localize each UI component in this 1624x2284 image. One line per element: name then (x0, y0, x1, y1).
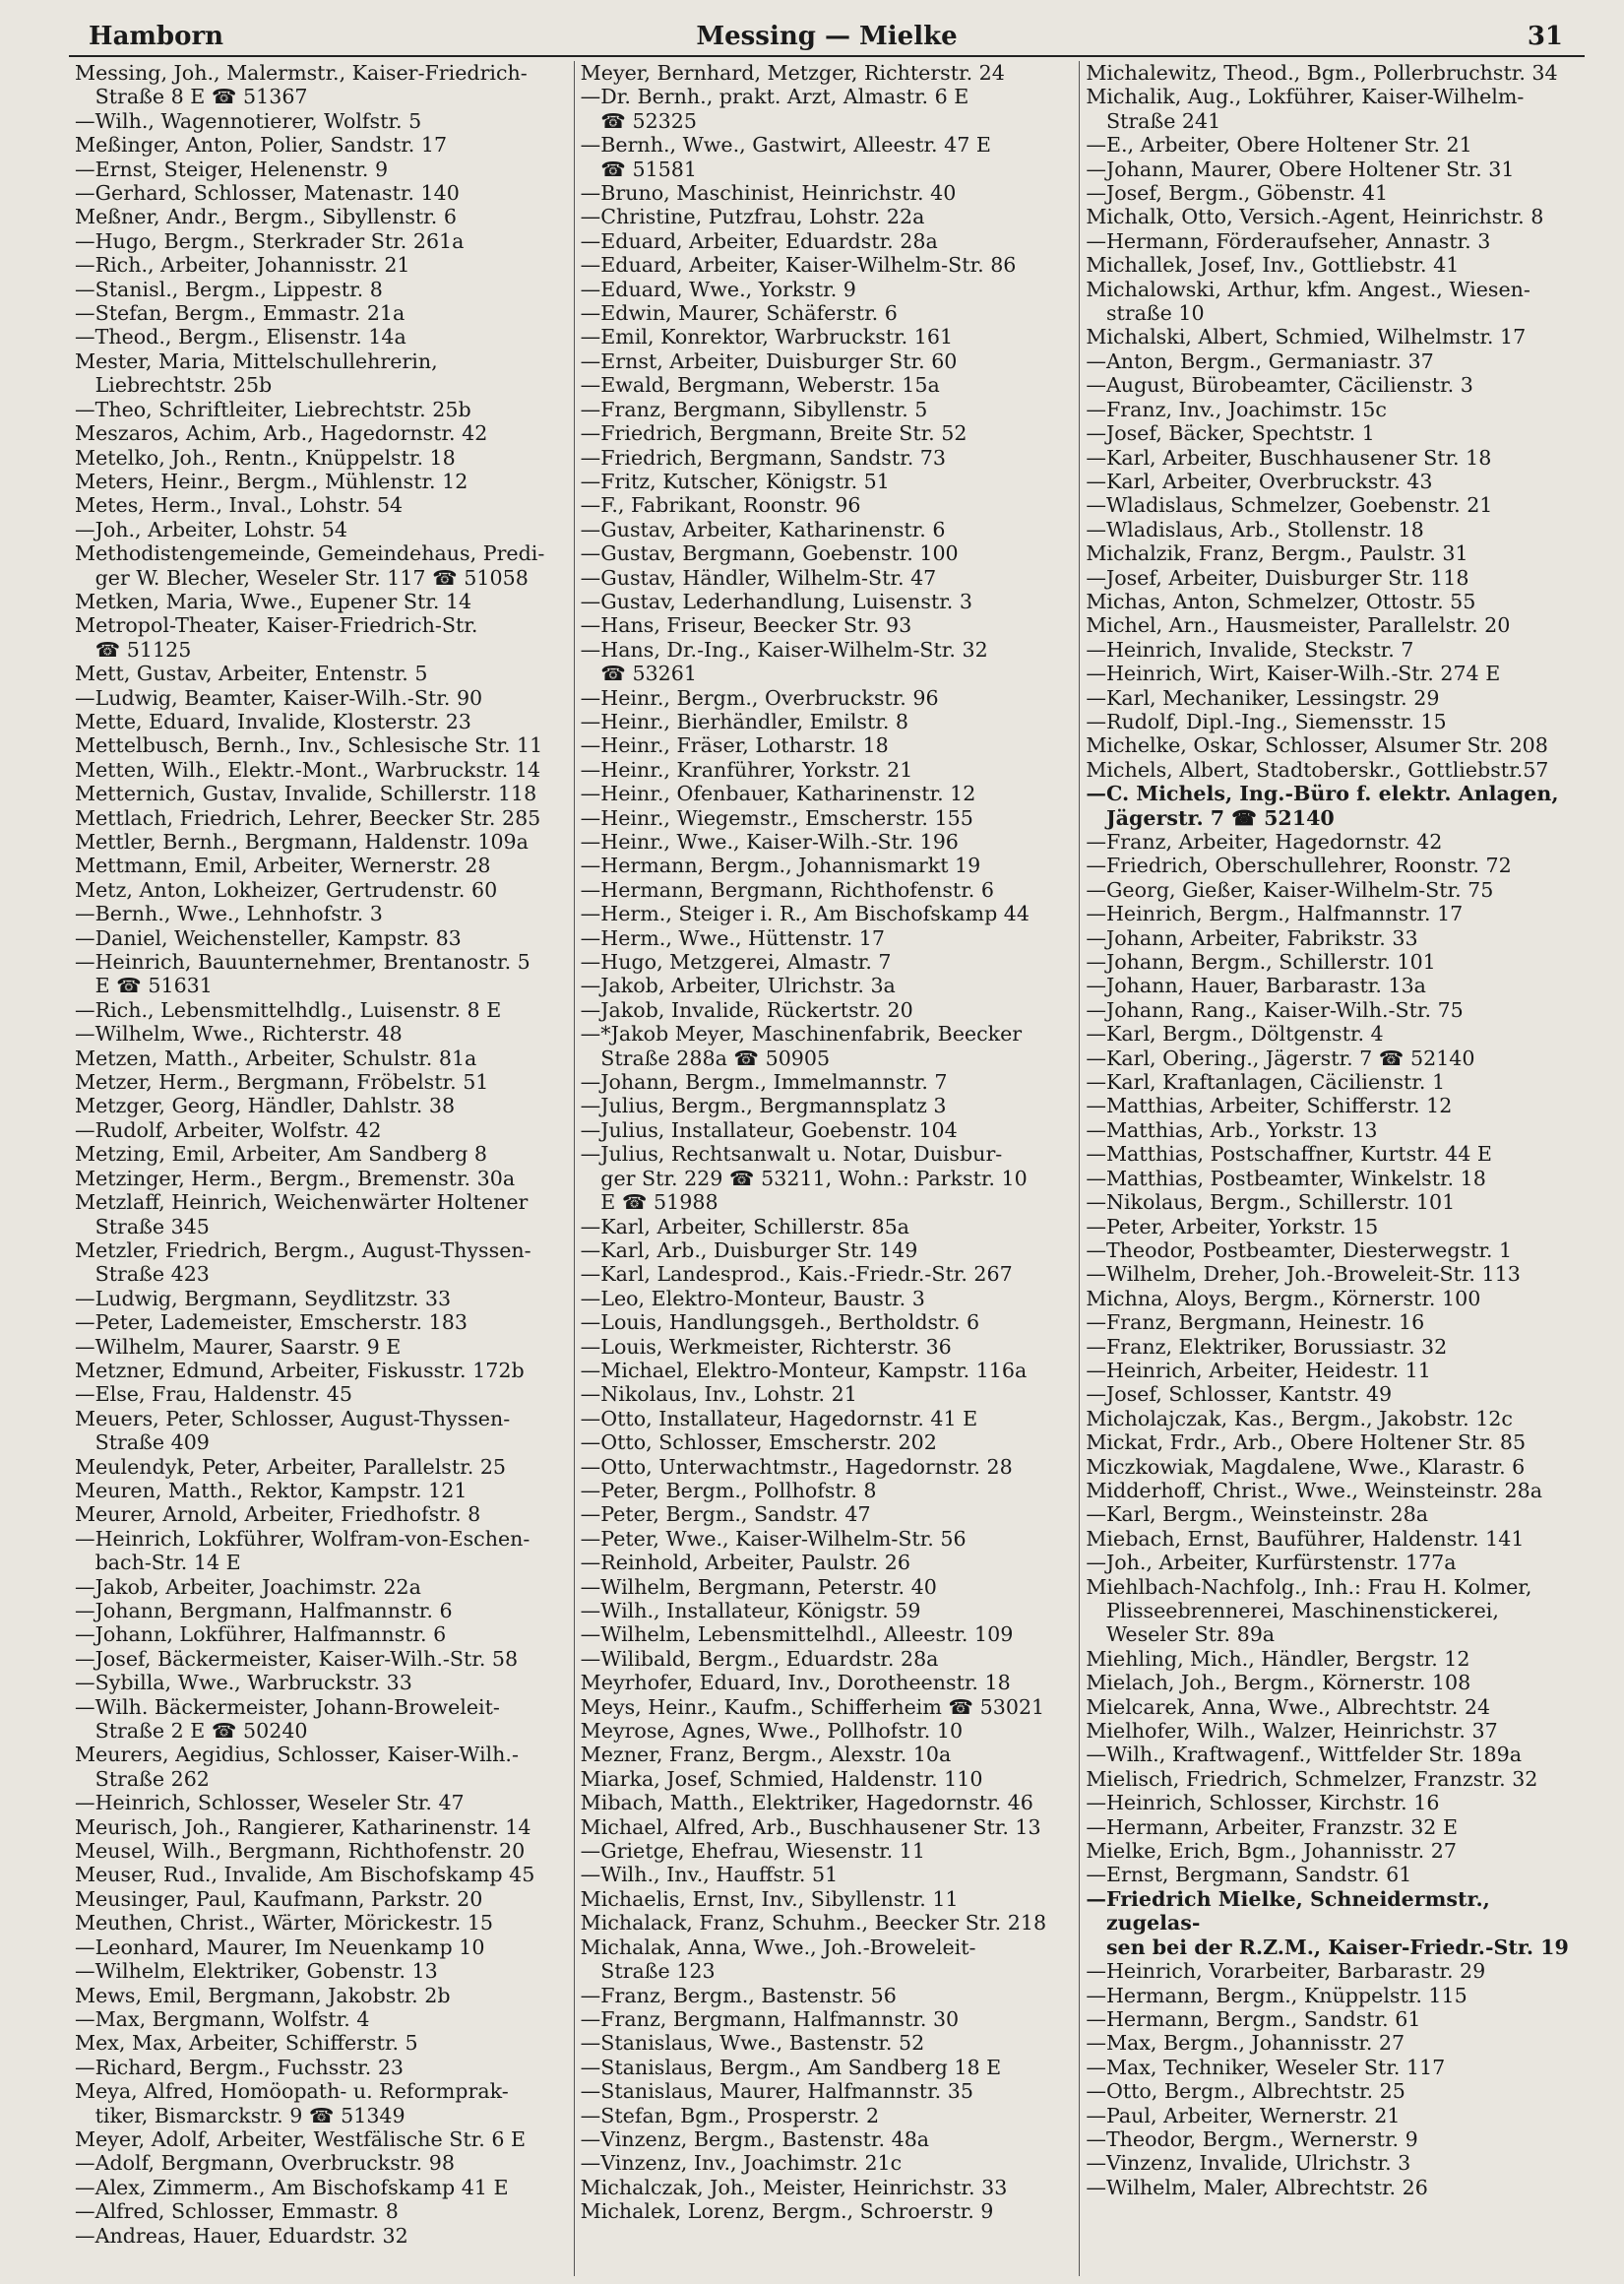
directory-entry: —Josef, Bergm., Göbenstr. 41 (1086, 181, 1389, 206)
directory-entry: Michalk, Otto, Versich.-Agent, Heinrichstr. 8 (1086, 205, 1544, 229)
directory-entry: —Wilhelm, Dreher, Joh.-Broweleit-Str. 113 (1086, 1262, 1521, 1287)
header-name-range: Messing — Mielke (696, 22, 958, 51)
directory-entry: —Theod., Bergm., Elisenstr. 14a (75, 325, 406, 349)
directory-entry: Michalczak, Joh., Meister, Heinrichstr. 33 (580, 2175, 1008, 2199)
directory-entry: —Friedrich, Oberschullehrer, Roonstr. 72 (1086, 854, 1512, 878)
directory-entry: —Otto, Schlosser, Emscherstr. 202 (580, 1430, 937, 1455)
directory-entry: —Hugo, Metzgerei, Almastr. 7 (580, 950, 892, 975)
directory-entry: Metzler, Friedrich, Bergm., August-Thyssen- Straße 423 (75, 1237, 531, 1287)
directory-entry: —*Jakob Meyer, Maschinenfabrik, Beecker Straße 288a ☎ 50905 (580, 1022, 1023, 1070)
directory-entry: —Franz, Bergm., Bastenstr. 56 (580, 1983, 897, 2007)
directory-entry: Michael, Alfred, Arb., Buschhausener Str. 13 (580, 1814, 1041, 1839)
directory-entry: —Hans, Dr.-Ing., Kaiser-Wilhelm-Str. 32 ☎ 53261 (580, 637, 988, 686)
directory-entry: —Ernst, Arbeiter, Duisburger Str. 60 (580, 349, 958, 373)
column-3 (1079, 61, 1585, 2276)
directory-entry: —Karl, Arbeiter, Buschhausener Str. 18 (1086, 445, 1492, 470)
directory-entry: Metzinger, Herm., Bergm., Bremenstr. 30a (75, 1166, 516, 1190)
directory-entry: Micholajczak, Kas., Bergm., Jakobstr. 12c (1086, 1406, 1513, 1430)
directory-entry: Metelko, Joh., Rentn., Knüppelstr. 18 (75, 445, 456, 470)
directory-entry: —Eduard, Arbeiter, Kaiser-Wilhelm-Str. 86 (580, 253, 1017, 278)
directory-entry: —Karl, Bergm., Döltgenstr. 4 (1086, 1022, 1384, 1047)
directory-entry: —Franz, Arbeiter, Hagedornstr. 42 (1086, 830, 1443, 854)
directory-entry: —Jakob, Arbeiter, Ulrichstr. 3a (580, 974, 896, 998)
page-header (69, 18, 1585, 57)
directory-entry: —Vinzenz, Inv., Joachimstr. 21c (580, 2151, 903, 2176)
directory-entry: —Franz, Bergmann, Heinestr. 16 (1086, 1310, 1425, 1335)
directory-entry: Mettler, Bernh., Bergmann, Haldenstr. 109a (75, 830, 529, 854)
directory-entry: —Josef, Schlosser, Kantstr. 49 (1086, 1382, 1393, 1407)
directory-entry: —Jakob, Arbeiter, Joachimstr. 22a (75, 1574, 421, 1599)
directory-entry: —Heinrich, Arbeiter, Heidestr. 11 (1086, 1358, 1431, 1382)
directory-entry: —Peter, Bergm., Pollhofstr. 8 (580, 1478, 877, 1502)
directory-entry: Meusel, Wilh., Bergmann, Richthofenstr. 20 (75, 1839, 526, 1864)
directory-entry: Mezner, Franz, Bergm., Alexstr. 10a (580, 1743, 952, 1767)
directory-entry: Mettmann, Emil, Arbeiter, Wernerstr. 28 (75, 854, 491, 878)
directory-entry: Metropol-Theater, Kaiser-Friedrich-Str. ☎ 51125 (75, 613, 478, 662)
directory-entry: Metzger, Georg, Händler, Dahlstr. 38 (75, 1094, 456, 1118)
directory-entry: —Karl, Arb., Duisburger Str. 149 (580, 1237, 918, 1262)
directory-entry: —Joh., Arbeiter, Kurfürstenstr. 177a (1086, 1551, 1457, 1575)
directory-entry: Meters, Heinr., Bergm., Mühlenstr. 12 (75, 469, 468, 493)
directory-entry: Meszaros, Achim, Arb., Hagedornstr. 42 (75, 421, 488, 446)
directory-entry: —Wilhelm, Bergmann, Peterstr. 40 (580, 1574, 937, 1599)
directory-entry: —Theo, Schriftleiter, Liebrechtstr. 25b (75, 397, 471, 421)
directory-entry: —August, Bürobeamter, Cäcilienstr. 3 (1086, 373, 1473, 398)
directory-entry: —Peter, Lademeister, Emscherstr. 183 (75, 1310, 468, 1335)
directory-entry: —Theodor, Bergm., Wernerstr. 9 (1086, 2126, 1418, 2151)
directory-entry: Methodistengemeinde, Gemeindehaus, Predi- ger W. Blecher, Weseler Str. 117 ☎ 51058 (75, 541, 545, 590)
directory-entry: —Louis, Werkmeister, Richterstr. 36 (580, 1334, 952, 1359)
directory-entry: —Christine, Putzfrau, Lohstr. 22a (580, 205, 925, 229)
directory-entry: Meuers, Peter, Schlosser, August-Thyssen- Straße 409 (75, 1406, 511, 1455)
directory-entry: Metz, Anton, Lokheizer, Gertrudenstr. 60 (75, 877, 498, 902)
directory-entry: Michel, Arn., Hausmeister, Parallelstr. 20 (1086, 613, 1511, 638)
directory-entry: Michallek, Josef, Inv., Gottliebstr. 41 (1086, 253, 1460, 278)
directory-entry: Meuren, Matth., Rektor, Kampstr. 121 (75, 1478, 468, 1502)
directory-entry: —Heinrich, Vorarbeiter, Barbarastr. 29 (1086, 1959, 1486, 1984)
directory-entry: —Johann, Bergm., Schillerstr. 101 (1086, 950, 1436, 975)
directory-entry: —Karl, Arbeiter, Schillerstr. 85a (580, 1214, 909, 1238)
directory-entry: Mettelbusch, Bernh., Inv., Schlesische Str. 11 (75, 733, 543, 758)
directory-entry: —Julius, Installateur, Goebenstr. 104 (580, 1117, 958, 1142)
directory-entry: —Adolf, Bergmann, Overbruckstr. 98 (75, 2151, 455, 2176)
directory-entry: —Vinzenz, Bergm., Bastenstr. 48a (580, 2126, 930, 2151)
directory-entry: Mett, Gustav, Arbeiter, Entenstr. 5 (75, 662, 428, 686)
directory-entry: —Hugo, Bergm., Sterkrader Str. 261a (75, 228, 465, 253)
directory-entry: —Reinhold, Arbeiter, Paulstr. 26 (580, 1551, 910, 1575)
directory-entry: —Alfred, Schlosser, Emmastr. 8 (75, 2199, 399, 2224)
directory-entry: —Wilhelm, Wwe., Richterstr. 48 (75, 1022, 403, 1047)
directory-entry: —Heinr., Fräser, Lotharstr. 18 (580, 733, 889, 758)
directory-entry: —Heinrich, Bauunternehmer, Brentanostr. 5 E ☎ 51631 (75, 950, 531, 998)
directory-entry: —Hermann, Bergm., Sandstr. 61 (1086, 2006, 1421, 2031)
directory-entry: —Hermann, Förderaufseher, Annastr. 3 (1086, 228, 1491, 253)
directory-entry: —Leo, Elektro-Monteur, Baustr. 3 (580, 1286, 925, 1310)
directory-entry: Meurers, Aegidius, Schlosser, Kaiser-Wilh.- Straße 262 (75, 1743, 519, 1791)
directory-entry: Meßinger, Anton, Polier, Sandstr. 17 (75, 133, 448, 158)
directory-entry: —Otto, Bergm., Albrechtstr. 25 (1086, 2079, 1405, 2104)
directory-entry: Metzen, Matth., Arbeiter, Schulstr. 81a (75, 1046, 477, 1070)
directory-entry: —Edwin, Maurer, Schäferstr. 6 (580, 301, 898, 326)
directory-entry: —Johann, Lokführer, Halfmannstr. 6 (75, 1622, 447, 1647)
directory-entry: Mette, Eduard, Invalide, Klosterstr. 23 (75, 709, 471, 733)
directory-entry: —Karl, Obering., Jägerstr. 7 ☎ 52140 (1086, 1046, 1475, 1070)
directory-entry: Michalik, Aug., Lokführer, Kaiser-Wilhelm- Straße 241 (1086, 85, 1525, 133)
directory-entry: —Stefan, Bgm., Prosperstr. 2 (580, 2103, 880, 2127)
directory-entry: —Wilh., Installateur, Königstr. 59 (580, 1599, 921, 1622)
directory-entry: —Stanislaus, Maurer, Halfmannstr. 35 (580, 2079, 973, 2104)
directory-entry: —Nikolaus, Inv., Lohstr. 21 (580, 1382, 857, 1407)
directory-entry: —Bernh., Wwe., Lehnhofstr. 3 (75, 902, 383, 926)
directory-entry: —Gerhard, Schlosser, Matenastr. 140 (75, 181, 460, 206)
directory-entry: Mielcarek, Anna, Wwe., Albrechtstr. 24 (1086, 1694, 1491, 1719)
directory-entry: Metternich, Gustav, Invalide, Schillerstr. 118 (75, 782, 537, 806)
directory-entry: —Max, Techniker, Weseler Str. 117 (1086, 2055, 1446, 2079)
directory-entry: —Karl, Arbeiter, Overbruckstr. 43 (1086, 469, 1433, 493)
directory-entry: —Heinr., Bergm., Overbruckstr. 96 (580, 685, 939, 710)
directory-entry: —Julius, Rechtsanwalt u. Notar, Duisbur- ger Str. 229 ☎ 53211, Wohn.: Parkstr. 10 E ☎ 51988 (580, 1142, 1028, 1215)
directory-entry: Michalack, Franz, Schuhm., Beecker Str. 218 (580, 1911, 1047, 1935)
directory-entry: —Josef, Bäckermeister, Kaiser-Wilh.-Str. 58 (75, 1646, 519, 1671)
directory-entry: Metken, Maria, Wwe., Eupener Str. 14 (75, 589, 472, 613)
directory-entry: —Wilh., Wagennotierer, Wolfstr. 5 (75, 108, 422, 133)
directory-entry: —Otto, Installateur, Hagedornstr. 41 E (580, 1406, 978, 1430)
directory-entry: —Ewald, Bergmann, Weberstr. 15a (580, 373, 940, 398)
directory-entry: —Richard, Bergm., Fuchsstr. 23 (75, 2055, 405, 2079)
directory-entry: Meuthen, Christ., Wärter, Mörickestr. 15 (75, 1911, 494, 1935)
directory-entry: —Ernst, Bergmann, Sandstr. 61 (1086, 1863, 1412, 1887)
directory-entry: —Theodor, Postbeamter, Diesterwegstr. 1 (1086, 1237, 1513, 1262)
column-2 (574, 61, 1080, 2276)
directory-entry: Mielisch, Friedrich, Schmelzer, Franzstr. 32 (1086, 1766, 1538, 1791)
directory-entry: —Louis, Handlungsgeh., Bertholdstr. 6 (580, 1310, 980, 1335)
directory-entry: Mex, Max, Arbeiter, Schifferstr. 5 (75, 2031, 418, 2056)
directory-entry: —Hermann, Bergm., Johannismarkt 19 (580, 854, 981, 878)
directory-entry: —Johann, Maurer, Obere Holtener Str. 31 (1086, 157, 1515, 181)
directory-entry: —Emil, Konrektor, Warbruckstr. 161 (580, 325, 954, 349)
directory-entry: Meyrhofer, Eduard, Inv., Dorotheenstr. 18 (580, 1671, 1011, 1695)
directory-entry: —Wilhelm, Maler, Albrechtstr. 26 (1086, 2175, 1428, 2199)
directory-entry: —Heinrich, Wirt, Kaiser-Wilh.-Str. 274 E (1086, 662, 1501, 686)
directory-entry: —E., Arbeiter, Obere Holtener Str. 21 (1086, 133, 1472, 158)
directory-columns (69, 61, 1585, 2276)
directory-entry: —Hermann, Bergmann, Richthofenstr. 6 (580, 877, 994, 902)
directory-entry: —Nikolaus, Bergm., Schillerstr. 101 (1086, 1190, 1456, 1215)
directory-entry: —Gustav, Lederhandlung, Luisenstr. 3 (580, 589, 973, 613)
directory-entry: Mester, Maria, Mittelschullehrerin, Liebrechtstr. 25b (75, 349, 438, 398)
directory-entry: —Vinzenz, Invalide, Ulrichstr. 3 (1086, 2151, 1411, 2176)
directory-entry: —Heinr., Wwe., Kaiser-Wilh.-Str. 196 (580, 830, 959, 854)
directory-entry: Metzing, Emil, Arbeiter, Am Sandberg 8 (75, 1142, 487, 1167)
directory-entry: —Wilh., Inv., Hauffstr. 51 (580, 1863, 839, 1887)
directory-entry: —Leonhard, Maurer, Im Neuenkamp 10 (75, 1935, 485, 1959)
directory-entry: —Josef, Arbeiter, Duisburger Str. 118 (1086, 565, 1469, 590)
directory-entry: Midderhoff, Christ., Wwe., Weinsteinstr. 28a (1086, 1478, 1543, 1502)
directory-entry: Mickat, Frdr., Arb., Obere Holtener Str. 85 (1086, 1430, 1527, 1455)
directory-entry: —Matthias, Arbeiter, Schifferstr. 12 (1086, 1094, 1453, 1118)
directory-entry: —Anton, Bergm., Germaniastr. 37 (1086, 349, 1434, 373)
directory-entry: —F., Fabrikant, Roonstr. 96 (580, 493, 861, 518)
directory-entry: —Wladislaus, Schmelzer, Goebenstr. 21 (1086, 493, 1493, 518)
directory-entry: Michna, Aloys, Bergm., Körnerstr. 100 (1086, 1286, 1481, 1310)
directory-entry: Mielke, Erich, Bgm., Johannisstr. 27 (1086, 1839, 1457, 1864)
directory-entry: —Max, Bergm., Johannisstr. 27 (1086, 2031, 1405, 2056)
directory-entry: —Stanislaus, Bergm., Am Sandberg 18 E (580, 2055, 1002, 2079)
directory-entry: —Gustav, Händler, Wilhelm-Str. 47 (580, 565, 937, 590)
directory-entry: Metzlaff, Heinrich, Weichenwärter Holtener Straße 345 (75, 1190, 529, 1238)
directory-entry: —Peter, Wwe., Kaiser-Wilhelm-Str. 56 (580, 1526, 967, 1551)
directory-entry: —Wilibald, Bergm., Eduardstr. 28a (580, 1646, 939, 1671)
directory-entry: Messing, Joh., Malermstr., Kaiser-Friedrich- Straße 8 E ☎ 51367 (75, 61, 528, 109)
directory-entry: Meurisch, Joh., Rangierer, Katharinenstr. 14 (75, 1814, 531, 1839)
directory-entry: —Johann, Bergm., Immelmannstr. 7 (580, 1070, 948, 1095)
directory-entry: Mews, Emil, Bergmann, Jakobstr. 2b (75, 1983, 451, 2007)
directory-entry: —Alex, Zimmerm., Am Bischofskamp 41 E (75, 2175, 509, 2199)
directory-entry: —Hans, Friseur, Beecker Str. 93 (580, 613, 912, 638)
directory-entry: —Eduard, Wwe., Yorkstr. 9 (580, 277, 856, 301)
directory-entry: —Franz, Inv., Joachimstr. 15c (1086, 397, 1387, 421)
directory-entry: —Ernst, Steiger, Helenenstr. 9 (75, 157, 389, 181)
directory-entry: —Karl, Bergm., Weinsteinstr. 28a (1086, 1502, 1429, 1527)
directory-entry: —Rudolf, Arbeiter, Wolfstr. 42 (75, 1117, 382, 1142)
directory-entry: —Rich., Lebensmittelhdlg., Luisenstr. 8 E (75, 997, 502, 1022)
directory-entry: Miehling, Mich., Händler, Bergstr. 12 (1086, 1646, 1470, 1671)
directory-entry: —Rudolf, Dipl.-Ing., Siemensstr. 15 (1086, 709, 1447, 733)
directory-entry: Michaelis, Ernst, Inv., Sibyllenstr. 11 (580, 1886, 959, 1911)
directory-entry: —Wilh. Bäckermeister, Johann-Broweleit- Straße 2 E ☎ 50240 (75, 1694, 500, 1744)
directory-entry: —Karl, Landesprod., Kais.-Friedr.-Str. 267 (580, 1262, 1013, 1287)
directory-entry: —Jakob, Invalide, Rückertstr. 20 (580, 997, 913, 1022)
directory-entry: Metzer, Herm., Bergmann, Fröbelstr. 51 (75, 1070, 489, 1095)
directory-entry: —Bruno, Maschinist, Heinrichstr. 40 (580, 181, 957, 206)
directory-entry: —Eduard, Arbeiter, Eduardstr. 28a (580, 228, 938, 253)
directory-entry: —Friedrich Mielke, Schneidermstr., zugelas- sen bei der R.Z.M., Kaiser-Friedr.-Str. 19 (1086, 1886, 1569, 1959)
directory-entry: Mielhofer, Wilh., Walzer, Heinrichstr. 37 (1086, 1719, 1498, 1744)
directory-entry: —Otto, Unterwachtmstr., Hagedornstr. 28 (580, 1454, 1013, 1479)
directory-entry: Meyer, Bernhard, Metzger, Richterstr. 24 (580, 61, 1005, 85)
directory-entry: Miczkowiak, Magdalene, Wwe., Klarastr. 6 (1086, 1454, 1526, 1479)
directory-entry: Mettlach, Friedrich, Lehrer, Beecker Str. 285 (75, 805, 541, 830)
directory-entry: —Karl, Mechaniker, Lessingstr. 29 (1086, 685, 1440, 710)
directory-entry: Michelke, Oskar, Schlosser, Alsumer Str. 208 (1086, 733, 1548, 758)
directory-entry: —Grietge, Ehefrau, Wiesenstr. 11 (580, 1839, 925, 1864)
directory-entry: —Paul, Arbeiter, Wernerstr. 21 (1086, 2103, 1401, 2127)
page-number: 31 (1527, 22, 1563, 51)
directory-entry: Michalski, Albert, Schmied, Wilhelmstr. 17 (1086, 325, 1527, 349)
directory-entry: —Heinrich, Schlosser, Kirchstr. 16 (1086, 1791, 1440, 1815)
directory-entry: —Georg, Gießer, Kaiser-Wilhelm-Str. 75 (1086, 877, 1494, 902)
directory-entry: —Matthias, Postbeamter, Winkelstr. 18 (1086, 1166, 1486, 1190)
directory-entry: —Johann, Hauer, Barbarastr. 13a (1086, 974, 1426, 998)
directory-entry: —Heinrich, Bergm., Halfmannstr. 17 (1086, 902, 1464, 926)
directory-entry: —Julius, Bergm., Bergmannsplatz 3 (580, 1094, 947, 1118)
directory-entry: —Andreas, Hauer, Eduardstr. 32 (75, 2223, 408, 2248)
directory-entry: —Max, Bergmann, Wolfstr. 4 (75, 2006, 370, 2031)
directory-entry: —Wladislaus, Arb., Stollenstr. 18 (1086, 517, 1424, 541)
directory-entry: Miebach, Ernst, Bauführer, Haldenstr. 141 (1086, 1526, 1525, 1551)
directory-entry: —Friedrich, Bergmann, Sandstr. 73 (580, 445, 947, 470)
directory-entry: Michels, Albert, Stadtoberskr., Gottliebstr.57 (1086, 757, 1549, 782)
header-city: Hamborn (89, 22, 224, 51)
directory-entry: Mielach, Joh., Bergm., Körnerstr. 108 (1086, 1671, 1471, 1695)
directory-entry: —Heinrich, Lokführer, Wolfram-von-Eschen- bach-Str. 14 E (75, 1526, 531, 1575)
directory-entry: Michalzik, Franz, Bergm., Paulstr. 31 (1086, 541, 1468, 566)
directory-entry: Meys, Heinr., Kaufm., Schifferheim ☎ 53021 (580, 1694, 1045, 1719)
directory-entry: Meya, Alfred, Homöopath- u. Reformprak- tiker, Bismarckstr. 9 ☎ 51349 (75, 2079, 509, 2127)
directory-entry: Miehlbach-Nachfolg., Inh.: Frau H. Kolmer, Plisseebrennerei, Maschinenstickerei, Weseler Str. 89a (1086, 1574, 1532, 1647)
directory-entry: Meßner, Andr., Bergm., Sibyllenstr. 6 (75, 205, 457, 229)
directory-entry: —Heinrich, Schlosser, Weseler Str. 47 (75, 1791, 465, 1815)
directory-entry: —Heinr., Kranführer, Yorkstr. 21 (580, 757, 913, 782)
directory-entry: —Ludwig, Bergmann, Seydlitzstr. 33 (75, 1286, 452, 1310)
directory-entry: —C. Michels, Ing.-Büro f. elektr. Anlagen, Jägerstr. 7 ☎ 52140 (1086, 782, 1559, 830)
directory-entry: —Wilhelm, Maurer, Saarstr. 9 E (75, 1334, 402, 1359)
directory-entry: Miarka, Josef, Schmied, Haldenstr. 110 (580, 1766, 983, 1791)
directory-entry: —Franz, Elektriker, Borussiastr. 32 (1086, 1334, 1448, 1359)
directory-entry: —Franz, Bergmann, Halfmannstr. 30 (580, 2006, 960, 2031)
directory-entry: —Johann, Rang., Kaiser-Wilh.-Str. 75 (1086, 997, 1464, 1022)
directory-entry: —Daniel, Weichensteller, Kampstr. 83 (75, 925, 462, 950)
directory-entry: —Michael, Elektro-Monteur, Kampstr. 116a (580, 1358, 1028, 1382)
directory-entry: —Matthias, Postschaffner, Kurtstr. 44 E (1086, 1142, 1492, 1167)
directory-entry: —Johann, Arbeiter, Fabrikstr. 33 (1086, 925, 1418, 950)
directory-entry: —Stanislaus, Wwe., Bastenstr. 52 (580, 2031, 925, 2056)
directory-entry: —Heinrich, Invalide, Steckstr. 7 (1086, 637, 1414, 662)
directory-entry: —Dr. Bernh., prakt. Arzt, Almastr. 6 E ☎ 52325 (580, 85, 969, 133)
directory-entry: Mibach, Matth., Elektriker, Hagedornstr. 46 (580, 1791, 1033, 1815)
directory-entry: —Friedrich, Bergmann, Breite Str. 52 (580, 421, 968, 446)
directory-entry: Metzner, Edmund, Arbeiter, Fiskusstr. 172b (75, 1358, 525, 1382)
directory-entry: —Else, Frau, Haldenstr. 45 (75, 1382, 353, 1407)
directory-entry: Meyrose, Agnes, Wwe., Pollhofstr. 10 (580, 1719, 964, 1744)
directory-entry: —Herm., Steiger i. R., Am Bischofskamp 44 (580, 902, 1031, 926)
directory-entry: —Herm., Wwe., Hüttenstr. 17 (580, 925, 885, 950)
directory-entry: Michalak, Anna, Wwe., Joh.-Broweleit- Straße 123 (580, 1935, 976, 1984)
directory-entry: Meulendyk, Peter, Arbeiter, Parallelstr. 25 (75, 1454, 507, 1479)
directory-entry: —Matthias, Arb., Yorkstr. 13 (1086, 1117, 1378, 1142)
directory-entry: —Heinr., Bierhändler, Emilstr. 8 (580, 709, 909, 733)
directory-entry: —Wilh., Kraftwagenf., Wittfelder Str. 189a (1086, 1743, 1523, 1767)
directory-entry: Metes, Herm., Inval., Lohstr. 54 (75, 493, 404, 518)
directory-entry: —Bernh., Wwe., Gastwirt, Alleestr. 47 E ☎ 51581 (580, 133, 991, 181)
directory-entry: Meusinger, Paul, Kaufmann, Parkstr. 20 (75, 1886, 483, 1911)
directory-entry: —Gustav, Bergmann, Goebenstr. 100 (580, 541, 959, 566)
directory-entry: —Johann, Bergmann, Halfmannstr. 6 (75, 1599, 453, 1622)
directory-entry: —Joh., Arbeiter, Lohstr. 54 (75, 517, 348, 541)
directory-entry: Michalewitz, Theod., Bgm., Pollerbruchstr. 34 (1086, 61, 1558, 85)
directory-entry: —Heinr., Wiegemstr., Emscherstr. 155 (580, 805, 973, 830)
directory-entry: —Heinr., Ofenbauer, Katharinenstr. 12 (580, 782, 976, 806)
directory-entry: —Wilhelm, Lebensmittelhdl., Alleestr. 109 (580, 1622, 1014, 1647)
directory-entry: —Stanisl., Bergm., Lippestr. 8 (75, 277, 383, 301)
directory-entry: —Hermann, Bergm., Knüppelstr. 115 (1086, 1983, 1468, 2007)
directory-entry: —Peter, Arbeiter, Yorkstr. 15 (1086, 1214, 1379, 1238)
directory-entry: —Wilhelm, Elektriker, Gobenstr. 13 (75, 1959, 438, 1984)
directory-entry: —Fritz, Kutscher, Königstr. 51 (580, 469, 890, 493)
directory-entry: —Rich., Arbeiter, Johannisstr. 21 (75, 253, 410, 278)
directory-entry: —Franz, Bergmann, Sibyllenstr. 5 (580, 397, 928, 421)
directory-entry: —Ludwig, Beamter, Kaiser-Wilh.-Str. 90 (75, 685, 483, 710)
directory-entry: Meurer, Arnold, Arbeiter, Friedhofstr. 8 (75, 1502, 481, 1527)
directory-entry: —Karl, Kraftanlagen, Cäcilienstr. 1 (1086, 1070, 1446, 1095)
directory-entry: Meuser, Rud., Invalide, Am Bischofskamp 45 (75, 1863, 535, 1887)
directory-entry: —Stefan, Bergm., Emmastr. 21a (75, 301, 406, 326)
directory-entry: —Sybilla, Wwe., Warbruckstr. 33 (75, 1671, 412, 1695)
directory-entry: Michalek, Lorenz, Bergm., Schroerstr. 9 (580, 2199, 994, 2224)
directory-entry: Metten, Wilh., Elektr.-Mont., Warbruckstr. 14 (75, 757, 541, 782)
directory-entry: Michalowski, Arthur, kfm. Angest., Wiesen- straße 10 (1086, 277, 1530, 326)
column-1 (69, 61, 574, 2276)
directory-entry: —Peter, Bergm., Sandstr. 47 (580, 1502, 871, 1527)
directory-entry: —Hermann, Arbeiter, Franzstr. 32 E (1086, 1814, 1458, 1839)
directory-entry: Meyer, Adolf, Arbeiter, Westfälische Str. 6 E (75, 2126, 527, 2151)
directory-entry: Michas, Anton, Schmelzer, Ottostr. 55 (1086, 589, 1476, 613)
directory-entry: —Gustav, Arbeiter, Katharinenstr. 6 (580, 517, 946, 541)
directory-entry: —Josef, Bäcker, Spechtstr. 1 (1086, 421, 1375, 446)
